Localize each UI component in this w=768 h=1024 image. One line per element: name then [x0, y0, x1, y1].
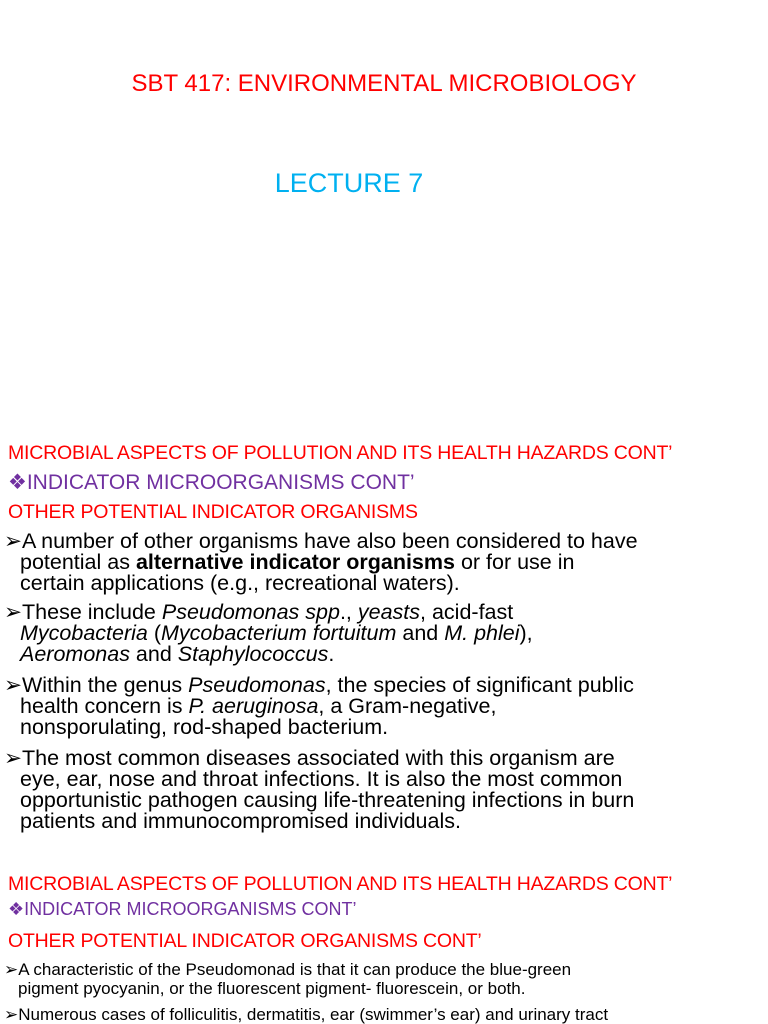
bullet-paragraph: ➢A characteristic of the Pseudomonad is that it can produce the blue-green pigment pyocyanin, or the fluorescent pigment- fluorescein, or both. [4, 960, 572, 998]
topic-heading: OTHER POTENTIAL INDICATOR ORGANISMS [8, 501, 418, 523]
subheading-text: INDICATOR MICROORGANISMS CONT’ [26, 471, 415, 494]
emphasis-text: alternative indicator organisms [135, 550, 455, 574]
subheading [8, 470, 415, 495]
subheading [8, 899, 356, 920]
bullet-paragraph: ➢A number of other organisms have also been considered to have potential as alternative indicator organisms or for use in certain applications (e.g., recreational waters). [4, 529, 638, 595]
bullet-paragraph: ➢Numerous cases of folliculitis, dermatitis, ear (swimmer’s ear) and urinary tract [4, 1005, 609, 1024]
bullet-paragraph: ➢Within the genus Pseudomonas, the species of significant public health concern is P. aeruginosa, a Gram-negative, nonsporulating, rod-shaped bacterium. [4, 673, 634, 739]
arrow-bullet-icon: ➢ [4, 529, 23, 553]
section-heading: MICROBIAL ASPECTS OF POLLUTION AND ITS HEALTH HAZARDS CONT’ [8, 873, 673, 895]
course-title: SBT 417: ENVIRONMENTAL MICROBIOLOGY [131, 70, 637, 97]
diamond-bullet-icon: ❖ [8, 899, 25, 919]
arrow-bullet-icon: ➢ [4, 746, 23, 770]
arrow-bullet-icon: ➢ [4, 673, 23, 697]
diamond-bullet-icon: ❖ [8, 471, 27, 494]
lecture-title: LECTURE 7 [274, 168, 424, 198]
arrow-bullet-icon: ➢ [4, 600, 23, 624]
topic-heading: OTHER POTENTIAL INDICATOR ORGANISMS CONT’ [8, 930, 482, 952]
section-heading: MICROBIAL ASPECTS OF POLLUTION AND ITS HEALTH HAZARDS CONT’ [8, 442, 673, 464]
bullet-paragraph: ➢The most common diseases associated with this organism are eye, ear, nose and throat infections. It is also the most common opportunistic pathogen causing life-threatening infections in burn patients and immunocompromised individuals. [4, 746, 635, 833]
arrow-bullet-icon: ➢ [4, 1005, 19, 1024]
arrow-bullet-icon: ➢ [4, 960, 19, 979]
subheading-text: INDICATOR MICROORGANISMS CONT’ [24, 899, 357, 919]
bullet-paragraph: ➢These include Pseudomonas spp., yeasts, acid-fast Mycobacteria (Mycobacterium fortuitum and M. phlei), Aeromonas and Staphylococcus. [4, 600, 533, 666]
